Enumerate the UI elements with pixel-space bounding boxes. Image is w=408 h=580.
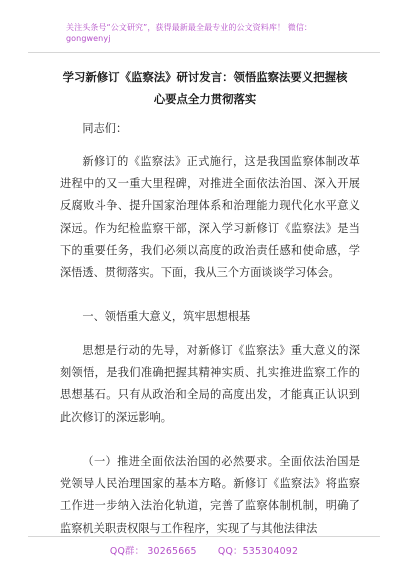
footer-divider — [28, 536, 380, 537]
footer-contact — [0, 543, 408, 557]
intro-paragraph: 新修订的《监察法》正式施行，这是我国监察体制改革进程中的又一重大里程碑，对推进全面依法治国、深入开展反腐败斗争、提升国家治理体系和治理能力现代化水平意义深远。作为纪检监察干部，深入学习新修订《监察法》是当下的重要任务，我们必须以高度的政治责任感和使命感，学深悟透、贯彻落实。下面，我从三个方面谈谈学习体会。 — [60, 155, 360, 280]
footer-qq-group: QQ群： 30265665 — [109, 546, 197, 557]
subsection-1-paragraph: （一）推进全面依法治国的必然要求。全面依法治国是党领导人民治理国家的基本方略。新修订《监察法》将监察工作进一步纳入法治化轨道，完善了监察体制机制，明确了监察机关职责权限与工作程序，实现了与其他法律法 — [60, 455, 360, 535]
document-title — [40, 66, 370, 110]
header-banner: 关注头条号“公文研究”，获得最新最全最专业的公文资料库！ 微信：gongwenyj — [66, 23, 313, 43]
section-1-heading: 一、领悟重大意义，筑牢思想根基 — [82, 310, 251, 323]
document-title-line-2: 心要点全力贯彻落实 — [153, 92, 257, 106]
footer-qq-number: QQ：535304092 — [217, 546, 299, 557]
header-divider — [28, 52, 380, 53]
document-title-line-1: 学习新修订《监察法》研讨发言：领悟监察法要义把握核 — [62, 70, 348, 84]
salutation: 同志们： — [82, 122, 128, 135]
section-1-paragraph: 思想是行动的先导，对新修订《监察法》重大意义的深刻领悟，是我们准确把握其精神实质、扎实推进监察工作的思想基石。只有从政治和全局的高度出发，才能真正认识到此次修订的深远影响。 — [60, 344, 360, 424]
